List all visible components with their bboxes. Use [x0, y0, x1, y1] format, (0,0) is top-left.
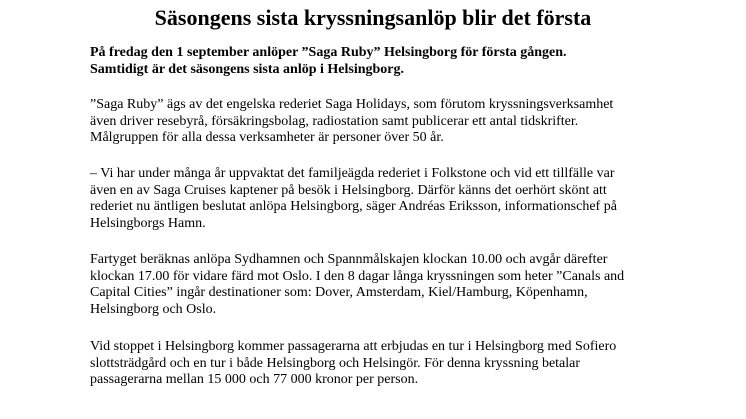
- paragraph-line: Helsingborgs Hamn.: [90, 215, 206, 231]
- body-paragraph-schedule: [90, 252, 730, 318]
- paragraph-line: Målgruppen för alla dessa verksamheter är personer över 50 år.: [90, 130, 444, 145]
- paragraph-line: passagerarna mellan 15 000 och 77 000 kronor per person.: [90, 372, 419, 387]
- paragraph-line: rederiet nu äntligen beslutat anlöpa Helsingborg, säger Andréas Eriksson, informationschef på: [90, 199, 617, 214]
- paragraph-line: även driver resebyrå, försäkringsbolag, radiostation samt publicerar ett antal tidskrifter.: [90, 113, 579, 129]
- body-paragraph-ship-owner: [90, 97, 730, 147]
- body-paragraph-quote: [90, 166, 730, 232]
- paragraph-line: även en av Saga Cruises kaptener på besök i Helsingborg. Därför känns det oerhört skönt att: [90, 182, 607, 198]
- paragraph-line: Fartyget beräknas anlöpa Sydhamnen och Spannmålskajen klockan 10.00 och avgår därefter: [90, 252, 608, 267]
- body-paragraph-excursions: [90, 339, 730, 389]
- paragraph-line: Vid stoppet i Helsingborg kommer passagerarna att erbjudas en tur i Helsingborg med Sofiero: [90, 339, 617, 354]
- paragraph-line: Capital Cities” ingår destinationer som: Dover, Amsterdam, Kiel/Hamburg, Köpenhamn,: [90, 285, 588, 300]
- paragraph-line: – Vi har under många år uppvaktat det familjeägda rederiet i Folkstone och vid ett tillfälle var: [90, 166, 615, 181]
- page-title: Säsongens sista kryssningsanlöp blir det första: [154, 5, 592, 30]
- paragraph-line: slottsträdgård och en tur i både Helsingborg och Helsingör. För denna kryssning betalar: [90, 355, 581, 371]
- paragraph-line: ”Saga Ruby” ägs av det engelska rederiet Saga Holidays, som förutom kryssningsverksamhet: [90, 97, 614, 112]
- lead-line: På fredag den 1 september anlöper ”Saga Ruby” Helsingborg för första gången.: [90, 45, 567, 60]
- lead-line: Samtidigt är det säsongens sista anlöp i Helsingborg.: [90, 62, 405, 77]
- paragraph-line: klockan 17.00 för vidare färd mot Oslo. I den 8 dagar långa kryssningen som heter ”Canals and: [90, 268, 625, 284]
- lead-paragraph: [90, 44, 730, 78]
- paragraph-line: Helsingborg och Oslo.: [90, 301, 217, 317]
